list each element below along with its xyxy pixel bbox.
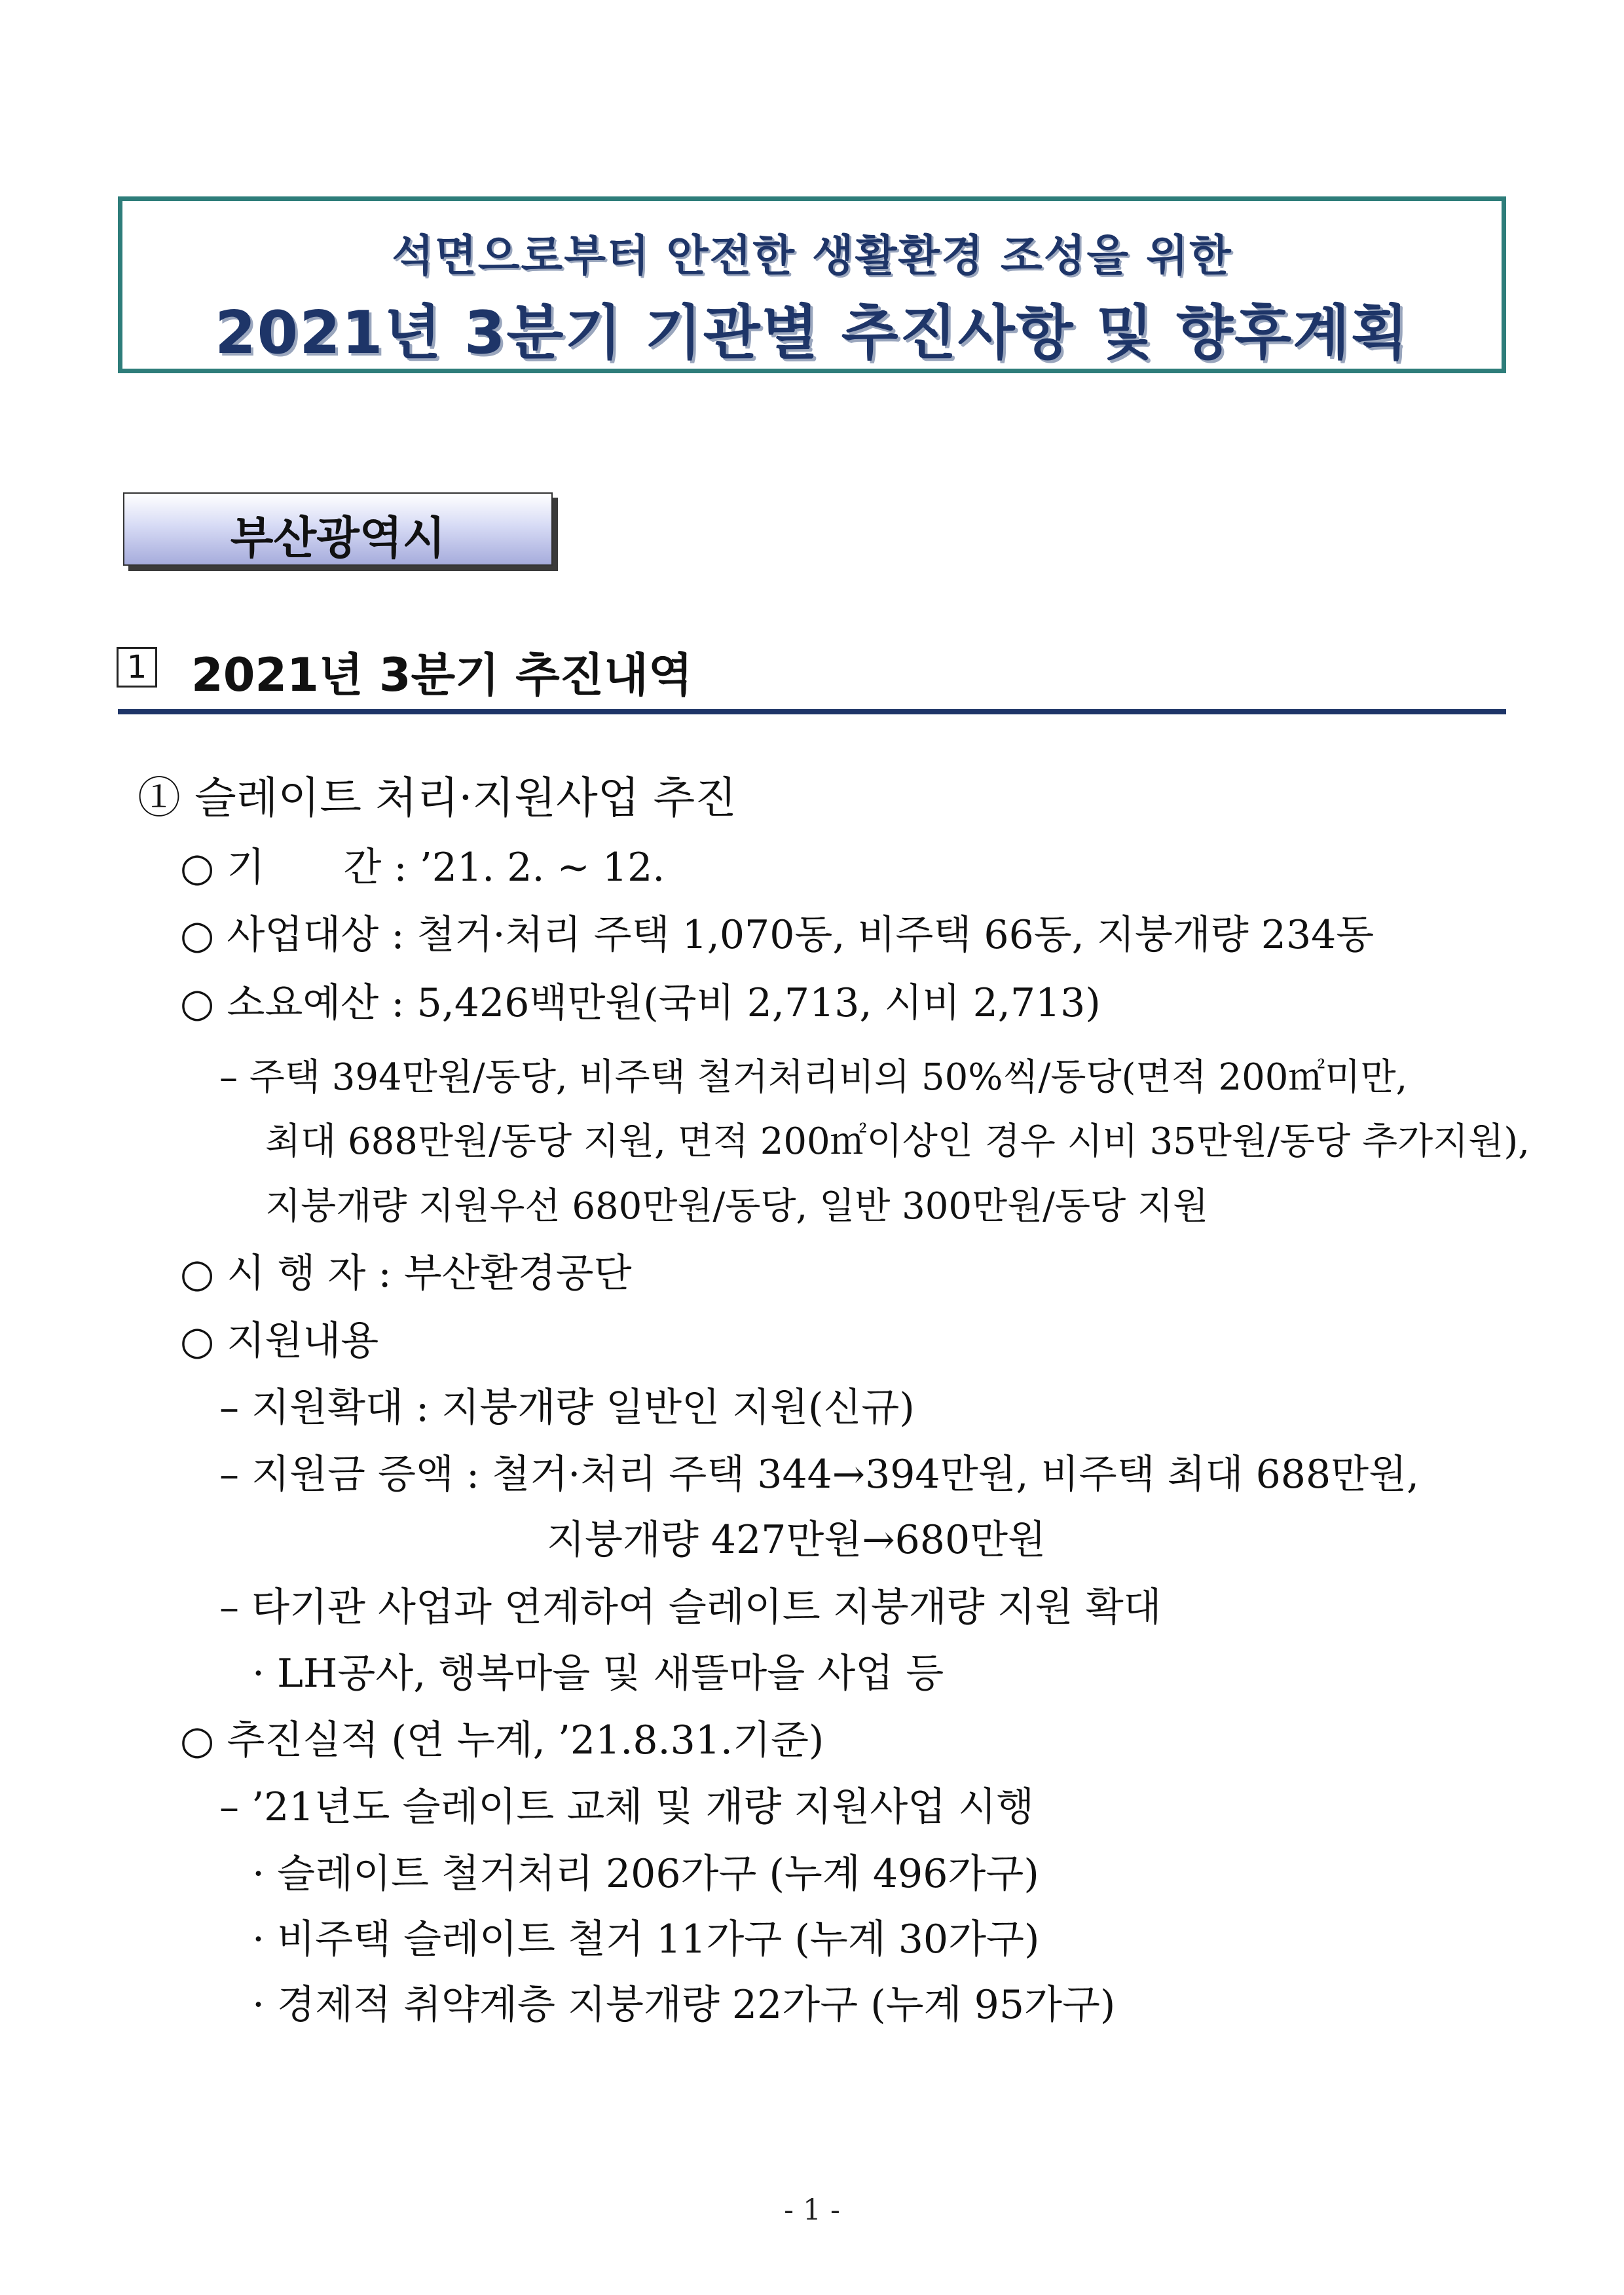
budget-detail-3: 지붕개량 지원우선 680만원/동당, 일반 300만원/동당 지원 [265,1185,1209,1228]
page-number: - 1 - [784,2194,840,2227]
document-title-box [118,196,1506,373]
section-divider [118,709,1506,714]
support-linkage: – 타기관 사업과 연계하여 슬레이트 지붕개량 지원 확대 [219,1585,1162,1630]
support-increase: – 지원금 증액 : 철거·처리 주택 344→394만원, 비주택 최대 688만원, [219,1452,1420,1497]
bullet-budget: ○ 소요예산 : 5,426백만원(국비 2,713, 시비 2,713) [180,980,1101,1026]
organization-name: 부산광역시 [230,513,446,564]
bullet-performance: ○ 추진실적 (연 누계, ’21.8.31.기준) [180,1717,824,1763]
bullet-target: ○ 사업대상 : 철거·처리 주택 1,070동, 비주택 66동, 지붕개량 234동 [180,912,1375,958]
item-heading: ① 슬레이트 처리·지원사업 추진 [138,773,737,823]
performance-program: – ’21년도 슬레이트 교체 및 개량 지원사업 시행 [219,1784,1035,1830]
performance-item-1: · 슬레이트 철거처리 206가구 (누계 496가구) [252,1851,1039,1897]
linkage-detail: · LH공사, 행복마을 및 새뜰마을 사업 등 [252,1651,944,1697]
bullet-support-content: ○ 지원내용 [180,1318,379,1364]
document-title: 2021년 3분기 기관별 추진사항 및 향후계획 [215,299,1409,367]
performance-item-2: · 비주택 슬레이트 철거 11가구 (누계 30가구) [252,1917,1040,1962]
document-subtitle: 석면으로부터 안전한 생활환경 조성을 위한 [392,230,1232,281]
section-number-box: 1 [117,647,157,688]
organization-label-box [123,492,553,566]
support-increase-cont: 지붕개량 427만원→680만원 [547,1517,1046,1563]
budget-detail-1: – 주택 394만원/동당, 비주택 철거처리비의 50%씩/동당(면적 200㎡미만, [219,1056,1408,1099]
support-expansion: – 지원확대 : 지붕개량 일반인 지원(신규) [219,1385,915,1431]
bullet-period: ○ 기 간 : ’21. 2. ~ 12. [180,845,665,890]
section-title: 2021년 3분기 추진내역 [191,648,693,702]
bullet-operator: ○ 시 행 자 : 부산환경공단 [180,1251,632,1296]
budget-detail-2: 최대 688만원/동당 지원, 면적 200㎡이상인 경우 시비 35만원/동당 추가지원), [265,1120,1530,1163]
performance-item-3: · 경제적 취약계층 지붕개량 22가구 (누계 95가구) [252,1982,1116,2028]
